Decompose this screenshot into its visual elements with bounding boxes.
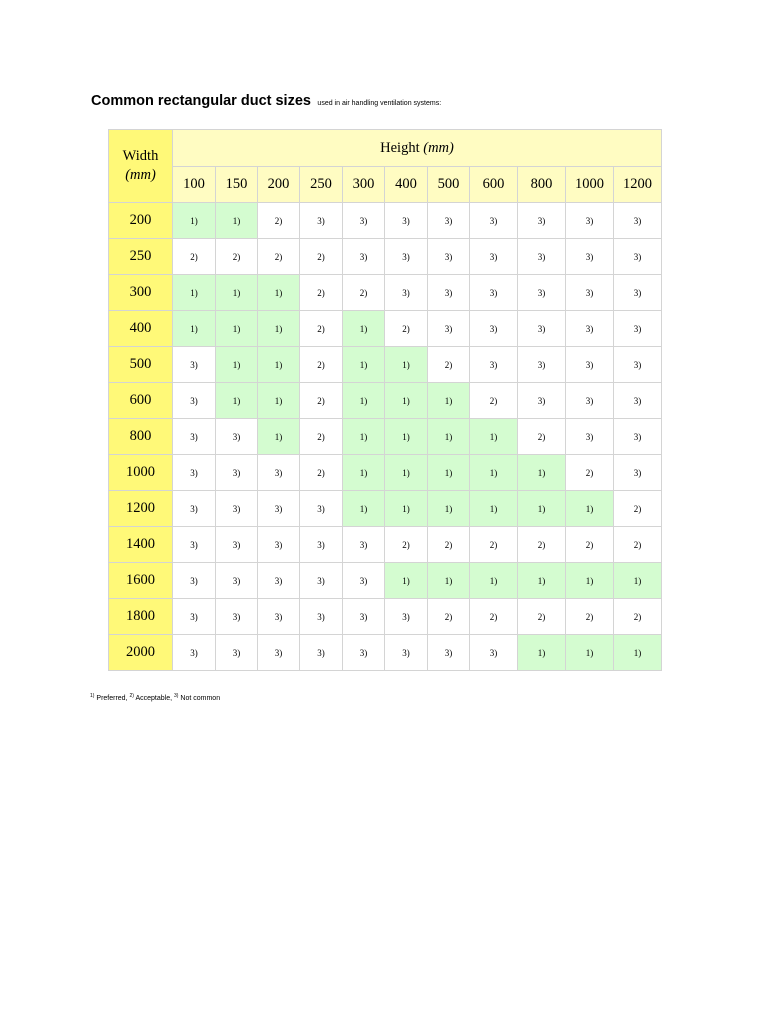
table-cell: 2) xyxy=(614,527,662,563)
table-cell: 3) xyxy=(470,347,518,383)
table-row xyxy=(109,239,662,275)
table-cell: 3) xyxy=(258,599,300,635)
table-cell: 3) xyxy=(300,599,343,635)
table-cell: 3) xyxy=(300,527,343,563)
table-cell: 3) xyxy=(385,203,428,239)
table-cell: 3) xyxy=(518,203,566,239)
width-header xyxy=(109,130,173,203)
title-main: Common rectangular duct sizes xyxy=(91,93,311,109)
table-cell: 2) xyxy=(518,599,566,635)
width-value-header: 600 xyxy=(109,383,173,419)
table-cell: 1) xyxy=(385,383,428,419)
duct-size-table xyxy=(108,129,662,671)
table-row xyxy=(109,275,662,311)
height-values-row xyxy=(109,167,662,203)
table-cell: 1) xyxy=(258,347,300,383)
height-value-header: 500 xyxy=(428,167,470,203)
width-value-header: 400 xyxy=(109,311,173,347)
table-cell: 2) xyxy=(300,239,343,275)
height-value-header: 150 xyxy=(216,167,258,203)
table-cell: 2) xyxy=(566,455,614,491)
table-cell: 1) xyxy=(173,275,216,311)
table-cell: 3) xyxy=(258,491,300,527)
table-cell: 3) xyxy=(566,311,614,347)
table-cell: 3) xyxy=(614,455,662,491)
table-cell: 2) xyxy=(428,527,470,563)
table-cell: 2) xyxy=(385,311,428,347)
table-cell: 2) xyxy=(385,527,428,563)
table-cell: 3) xyxy=(518,383,566,419)
height-value-header: 800 xyxy=(518,167,566,203)
height-header-unit: (mm) xyxy=(423,139,454,156)
table-cell: 2) xyxy=(300,419,343,455)
footnote-marker-3: 3) xyxy=(174,693,179,699)
width-value-header: 1000 xyxy=(109,455,173,491)
table-cell: 2) xyxy=(300,455,343,491)
table-cell: 3) xyxy=(428,311,470,347)
table-cell: 1) xyxy=(470,455,518,491)
width-value-header: 1600 xyxy=(109,563,173,599)
width-value-header: 1200 xyxy=(109,491,173,527)
width-value-header: 1400 xyxy=(109,527,173,563)
table-cell: 3) xyxy=(258,563,300,599)
table-cell: 1) xyxy=(343,383,385,419)
table-cell: 3) xyxy=(566,383,614,419)
table-cell: 2) xyxy=(258,203,300,239)
table-cell: 3) xyxy=(614,239,662,275)
table-cell: 3) xyxy=(258,455,300,491)
table-row xyxy=(109,347,662,383)
table-cell: 3) xyxy=(428,203,470,239)
table-cell: 3) xyxy=(216,635,258,671)
table-cell: 2) xyxy=(258,239,300,275)
table-cell: 3) xyxy=(173,599,216,635)
table-cell: 3) xyxy=(173,383,216,419)
table-cell: 3) xyxy=(518,347,566,383)
height-value-header: 100 xyxy=(173,167,216,203)
width-value-header: 200 xyxy=(109,203,173,239)
table-row xyxy=(109,311,662,347)
footnote-marker-2: 2) xyxy=(129,693,134,699)
table-cell: 1) xyxy=(343,347,385,383)
table-body xyxy=(109,203,662,671)
table-cell: 3) xyxy=(518,239,566,275)
table-cell: 3) xyxy=(173,491,216,527)
table-cell: 1) xyxy=(428,383,470,419)
table-cell: 1) xyxy=(343,311,385,347)
height-value-header: 1200 xyxy=(614,167,662,203)
table-cell: 3) xyxy=(470,203,518,239)
table-cell: 3) xyxy=(566,239,614,275)
table-cell: 1) xyxy=(216,347,258,383)
height-value-header: 300 xyxy=(343,167,385,203)
table-cell: 3) xyxy=(614,275,662,311)
table-cell: 2) xyxy=(470,599,518,635)
table-cell: 3) xyxy=(470,239,518,275)
table-cell: 1) xyxy=(258,275,300,311)
table-cell: 1) xyxy=(173,203,216,239)
table-cell: 3) xyxy=(300,491,343,527)
table-cell: 3) xyxy=(385,239,428,275)
table-cell: 3) xyxy=(343,203,385,239)
table-cell: 3) xyxy=(428,635,470,671)
table-cell: 3) xyxy=(216,599,258,635)
table-cell: 3) xyxy=(173,455,216,491)
table-cell: 2) xyxy=(566,527,614,563)
table-cell: 3) xyxy=(216,455,258,491)
table-row xyxy=(109,419,662,455)
table-cell: 3) xyxy=(566,347,614,383)
table-cell: 2) xyxy=(300,347,343,383)
table-cell: 3) xyxy=(343,527,385,563)
table-cell: 3) xyxy=(343,239,385,275)
table-cell: 1) xyxy=(518,563,566,599)
table-cell: 3) xyxy=(518,275,566,311)
table-cell: 3) xyxy=(216,491,258,527)
table-cell: 1) xyxy=(385,563,428,599)
table-cell: 3) xyxy=(614,419,662,455)
height-header-label: Height xyxy=(380,139,420,156)
table-cell: 1) xyxy=(385,491,428,527)
footnote-text-3: Not common xyxy=(178,695,221,702)
table-cell: 3) xyxy=(258,635,300,671)
width-value-header: 2000 xyxy=(109,635,173,671)
table-cell: 2) xyxy=(300,383,343,419)
table-row xyxy=(109,491,662,527)
height-value-header: 250 xyxy=(300,167,343,203)
table-cell: 1) xyxy=(566,491,614,527)
table-cell: 1) xyxy=(216,311,258,347)
table-cell: 3) xyxy=(566,203,614,239)
table-cell: 1) xyxy=(343,491,385,527)
table-cell: 2) xyxy=(614,491,662,527)
table-cell: 2) xyxy=(428,599,470,635)
table-cell: 2) xyxy=(343,275,385,311)
footnote-text-1: Preferred, xyxy=(94,695,130,702)
table-cell: 1) xyxy=(566,563,614,599)
table-cell: 1) xyxy=(216,275,258,311)
table-cell: 3) xyxy=(300,635,343,671)
footnote-legend xyxy=(90,693,220,702)
table-cell: 1) xyxy=(258,419,300,455)
footnote-text-2: Acceptable, xyxy=(133,695,175,702)
table-cell: 3) xyxy=(258,527,300,563)
table-cell: 3) xyxy=(173,635,216,671)
table-cell: 1) xyxy=(428,455,470,491)
table-cell: 1) xyxy=(470,491,518,527)
table-cell: 1) xyxy=(566,635,614,671)
width-header-label: Width xyxy=(122,148,159,164)
height-value-header: 600 xyxy=(470,167,518,203)
table-cell: 2) xyxy=(300,311,343,347)
height-value-header: 200 xyxy=(258,167,300,203)
table-cell: 1) xyxy=(518,491,566,527)
table-cell: 3) xyxy=(428,239,470,275)
table-cell: 3) xyxy=(470,275,518,311)
width-value-header: 500 xyxy=(109,347,173,383)
height-value-header: 400 xyxy=(385,167,428,203)
table-row xyxy=(109,527,662,563)
table-row xyxy=(109,563,662,599)
table-cell: 3) xyxy=(614,311,662,347)
table-cell: 3) xyxy=(173,347,216,383)
table-cell: 3) xyxy=(566,275,614,311)
table-cell: 2) xyxy=(428,347,470,383)
title-subtitle: used in air handling ventilation systems: xyxy=(317,100,442,107)
table-cell: 2) xyxy=(470,383,518,419)
table-cell: 1) xyxy=(518,635,566,671)
table-cell: 3) xyxy=(385,599,428,635)
table-cell: 3) xyxy=(385,275,428,311)
table-cell: 3) xyxy=(614,347,662,383)
table-cell: 1) xyxy=(614,635,662,671)
width-header-unit: (mm) xyxy=(125,167,156,183)
table-cell: 2) xyxy=(300,275,343,311)
table-cell: 1) xyxy=(428,491,470,527)
table-cell: 3) xyxy=(343,599,385,635)
table-row xyxy=(109,383,662,419)
table-row xyxy=(109,599,662,635)
table-cell: 3) xyxy=(300,203,343,239)
table-cell: 3) xyxy=(173,527,216,563)
table-cell: 1) xyxy=(258,311,300,347)
table-cell: 2) xyxy=(518,419,566,455)
table-cell: 2) xyxy=(216,239,258,275)
table-cell: 2) xyxy=(614,599,662,635)
table-cell: 1) xyxy=(385,455,428,491)
height-header xyxy=(173,130,662,167)
table-cell: 3) xyxy=(173,419,216,455)
table-cell: 1) xyxy=(428,419,470,455)
width-value-header: 800 xyxy=(109,419,173,455)
table-cell: 3) xyxy=(216,527,258,563)
table-cell: 1) xyxy=(428,563,470,599)
table-cell: 1) xyxy=(216,383,258,419)
table-cell: 1) xyxy=(216,203,258,239)
table-cell: 1) xyxy=(173,311,216,347)
table-cell: 1) xyxy=(518,455,566,491)
width-value-header: 300 xyxy=(109,275,173,311)
height-value-header: 1000 xyxy=(566,167,614,203)
table-cell: 3) xyxy=(343,635,385,671)
table-cell: 3) xyxy=(385,635,428,671)
table-cell: 3) xyxy=(614,203,662,239)
table-cell: 3) xyxy=(173,563,216,599)
table-cell: 1) xyxy=(470,419,518,455)
page-title xyxy=(91,92,441,110)
table-cell: 1) xyxy=(343,419,385,455)
table-cell: 2) xyxy=(566,599,614,635)
table-cell: 3) xyxy=(216,563,258,599)
width-value-header: 250 xyxy=(109,239,173,275)
table-cell: 3) xyxy=(470,635,518,671)
table-cell: 3) xyxy=(518,311,566,347)
table-cell: 3) xyxy=(300,563,343,599)
table-cell: 3) xyxy=(343,563,385,599)
table-cell: 3) xyxy=(216,419,258,455)
table-row xyxy=(109,635,662,671)
table-cell: 2) xyxy=(470,527,518,563)
footnote-marker-1: 1) xyxy=(90,693,95,699)
table-cell: 3) xyxy=(566,419,614,455)
table-row xyxy=(109,455,662,491)
table-cell: 1) xyxy=(614,563,662,599)
table-cell: 1) xyxy=(385,419,428,455)
table-cell: 1) xyxy=(258,383,300,419)
table-cell: 1) xyxy=(385,347,428,383)
table-cell: 3) xyxy=(428,275,470,311)
width-value-header: 1800 xyxy=(109,599,173,635)
table-cell: 1) xyxy=(343,455,385,491)
table-row xyxy=(109,203,662,239)
table-cell: 3) xyxy=(614,383,662,419)
table-cell: 1) xyxy=(470,563,518,599)
table-cell: 3) xyxy=(470,311,518,347)
table-cell: 2) xyxy=(173,239,216,275)
table-cell: 2) xyxy=(518,527,566,563)
